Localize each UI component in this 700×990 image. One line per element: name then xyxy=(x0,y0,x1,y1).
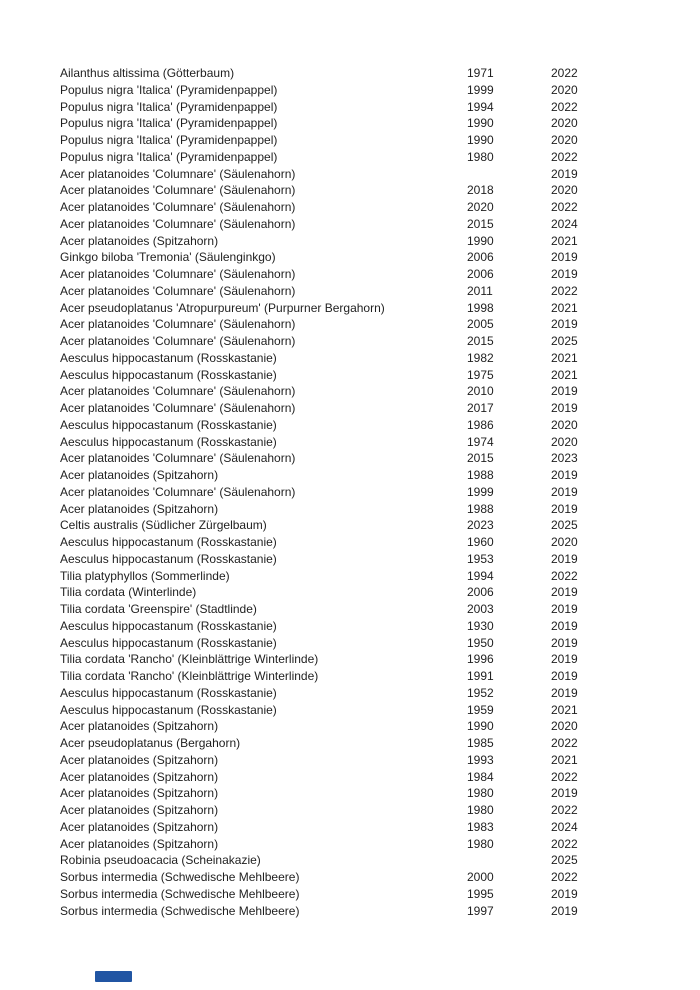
table-row xyxy=(60,618,640,635)
table-row xyxy=(60,635,640,652)
tree-name-cell: Sorbus intermedia (Schwedische Mehlbeere) xyxy=(60,903,300,918)
tree-name-cell: Acer platanoides (Spitzahorn) xyxy=(60,501,219,516)
tree-name-cell: Acer platanoides 'Columnare' (Säulenahorn) xyxy=(60,451,296,466)
year-planted-cell: 1993 xyxy=(467,752,494,767)
year-planted-cell: 1990 xyxy=(467,233,494,248)
year-planted-cell: 1998 xyxy=(467,300,494,315)
table-row xyxy=(60,149,640,166)
tree-name-cell: Acer platanoides 'Columnare' (Säulenahorn) xyxy=(60,166,296,181)
year-planted-cell: 1960 xyxy=(467,535,494,549)
table-row xyxy=(60,383,640,400)
year-checked-cell: 2020 xyxy=(551,183,578,198)
table-row xyxy=(60,182,640,199)
tree-name-cell: Tilia cordata 'Rancho' (Kleinblättrige Winterlinde) xyxy=(60,652,319,667)
year-planted-cell: 1986 xyxy=(467,417,494,432)
tree-name-cell: Acer platanoides (Spitzahorn) xyxy=(60,769,219,784)
tree-name-cell: Aesculus hippocastanum (Rosskastanie) xyxy=(60,635,277,650)
year-planted-cell: 1953 xyxy=(467,551,494,566)
table-row xyxy=(60,601,640,618)
table-row xyxy=(60,903,640,920)
year-checked-cell: 2020 xyxy=(551,417,578,432)
tree-name-cell: Aesculus hippocastanum (Rosskastanie) xyxy=(60,367,277,382)
year-planted-cell: 1952 xyxy=(467,685,494,700)
year-checked-cell: 2024 xyxy=(551,819,578,834)
table-row xyxy=(60,166,640,183)
year-checked-cell: 2019 xyxy=(551,267,578,281)
year-checked-cell: 2022 xyxy=(551,803,578,817)
tree-name-cell: Aesculus hippocastanum (Rosskastanie) xyxy=(60,618,277,633)
tree-name-cell: Acer platanoides (Spitzahorn) xyxy=(60,819,219,834)
year-checked-cell: 2024 xyxy=(551,216,578,231)
year-checked-cell: 2019 xyxy=(551,585,578,600)
tree-name-cell: Acer platanoides 'Columnare' (Säulenahorn) xyxy=(60,334,296,348)
year-planted-cell: 2023 xyxy=(467,518,494,533)
table-row xyxy=(60,685,640,702)
year-planted-cell: 2020 xyxy=(467,200,494,214)
tree-name-cell: Tilia cordata 'Rancho' (Kleinblättrige Winterlinde) xyxy=(60,669,319,683)
year-checked-cell: 2019 xyxy=(551,166,578,181)
tree-name-cell: Acer platanoides (Spitzahorn) xyxy=(60,836,219,851)
year-checked-cell: 2022 xyxy=(551,769,578,784)
year-planted-cell: 2010 xyxy=(467,384,494,399)
table-row xyxy=(60,802,640,819)
year-planted-cell: 1982 xyxy=(467,350,494,365)
tree-name-cell: Aesculus hippocastanum (Rosskastanie) xyxy=(60,702,277,717)
year-planted-cell: 1997 xyxy=(467,903,494,918)
table-row xyxy=(60,82,640,99)
tree-name-cell: Sorbus intermedia (Schwedische Mehlbeere) xyxy=(60,886,300,901)
year-checked-cell: 2019 xyxy=(551,685,578,700)
table-row xyxy=(60,702,640,719)
tree-name-cell: Populus nigra 'Italica' (Pyramidenpappel) xyxy=(60,82,278,97)
tree-name-cell: Aesculus hippocastanum (Rosskastanie) xyxy=(60,417,277,432)
tree-name-cell: Celtis australis (Südlicher Zürgelbaum) xyxy=(60,518,267,533)
table-row xyxy=(60,65,640,82)
table-row xyxy=(60,367,640,384)
year-checked-cell: 2019 xyxy=(551,250,578,265)
table-row xyxy=(60,316,640,333)
tree-name-cell: Aesculus hippocastanum (Rosskastanie) xyxy=(60,434,277,449)
year-checked-cell: 2019 xyxy=(551,551,578,566)
table-row xyxy=(60,350,640,367)
tree-name-cell: Acer platanoides 'Columnare' (Säulenahorn) xyxy=(60,401,296,415)
tree-name-cell: Populus nigra 'Italica' (Pyramidenpappel) xyxy=(60,149,278,164)
tree-name-cell: Acer platanoides (Spitzahorn) xyxy=(60,468,219,482)
year-checked-cell: 2020 xyxy=(551,535,578,549)
year-checked-cell: 2022 xyxy=(551,66,578,80)
year-checked-cell: 2022 xyxy=(551,836,578,851)
tree-name-cell: Acer platanoides 'Columnare' (Säulenahorn) xyxy=(60,283,296,298)
year-planted-cell: 1959 xyxy=(467,702,494,717)
year-checked-cell: 2021 xyxy=(551,300,578,315)
tree-name-cell: Sorbus intermedia (Schwedische Mehlbeere) xyxy=(60,870,300,884)
year-planted-cell: 1990 xyxy=(467,719,494,734)
year-checked-cell: 2019 xyxy=(551,669,578,683)
year-planted-cell: 1985 xyxy=(467,736,494,750)
table-row xyxy=(60,400,640,417)
year-planted-cell: 1950 xyxy=(467,635,494,650)
table-row xyxy=(60,434,640,451)
year-planted-cell: 2006 xyxy=(467,250,494,265)
tree-name-cell: Populus nigra 'Italica' (Pyramidenpappel) xyxy=(60,99,278,114)
year-checked-cell: 2019 xyxy=(551,886,578,901)
year-planted-cell: 2015 xyxy=(467,216,494,231)
year-checked-cell: 2019 xyxy=(551,786,578,801)
table-row xyxy=(60,769,640,786)
table-row xyxy=(60,886,640,903)
tree-name-cell: Acer platanoides 'Columnare' (Säulenahorn) xyxy=(60,216,296,231)
tree-name-cell: Aesculus hippocastanum (Rosskastanie) xyxy=(60,350,277,365)
table-row xyxy=(60,99,640,116)
tree-name-cell: Ailanthus altissima (Götterbaum) xyxy=(60,66,235,80)
year-checked-cell: 2020 xyxy=(551,719,578,734)
year-checked-cell: 2020 xyxy=(551,434,578,449)
tree-name-cell: Populus nigra 'Italica' (Pyramidenpappel) xyxy=(60,133,278,147)
table-row xyxy=(60,417,640,434)
year-planted-cell: 1984 xyxy=(467,769,494,784)
table-row xyxy=(60,249,640,266)
year-checked-cell: 2019 xyxy=(551,501,578,516)
table-row xyxy=(60,651,640,668)
tree-name-cell: Acer platanoides (Spitzahorn) xyxy=(60,752,219,767)
year-checked-cell: 2020 xyxy=(551,116,578,131)
tree-name-cell: Acer platanoides 'Columnare' (Säulenahorn) xyxy=(60,183,296,198)
year-planted-cell: 2006 xyxy=(467,585,494,600)
year-checked-cell: 2022 xyxy=(551,99,578,114)
year-checked-cell: 2025 xyxy=(551,853,578,868)
tree-name-cell: Acer platanoides 'Columnare' (Säulenahorn) xyxy=(60,267,296,281)
year-planted-cell: 1995 xyxy=(467,886,494,901)
year-planted-cell: 1999 xyxy=(467,82,494,97)
year-checked-cell: 2020 xyxy=(551,82,578,97)
year-planted-cell: 1980 xyxy=(467,149,494,164)
tree-name-cell: Populus nigra 'Italica' (Pyramidenpappel) xyxy=(60,116,278,131)
year-checked-cell: 2021 xyxy=(551,350,578,365)
year-planted-cell: 1974 xyxy=(467,434,494,449)
year-checked-cell: 2022 xyxy=(551,283,578,298)
table-row xyxy=(60,584,640,601)
table-row xyxy=(60,836,640,853)
tree-name-cell: Acer platanoides 'Columnare' (Säulenahorn) xyxy=(60,200,296,214)
table-row xyxy=(60,484,640,501)
year-planted-cell: 1990 xyxy=(467,133,494,147)
tree-name-cell: Acer platanoides 'Columnare' (Säulenahorn) xyxy=(60,317,296,332)
table-row xyxy=(60,869,640,886)
year-checked-cell: 2021 xyxy=(551,233,578,248)
year-checked-cell: 2020 xyxy=(551,133,578,147)
year-planted-cell: 1930 xyxy=(467,618,494,633)
tree-name-cell: Acer platanoides 'Columnare' (Säulenahorn) xyxy=(60,384,296,399)
year-checked-cell: 2025 xyxy=(551,334,578,348)
year-planted-cell: 1994 xyxy=(467,99,494,114)
year-planted-cell: 1988 xyxy=(467,468,494,482)
table-row xyxy=(60,785,640,802)
table-row xyxy=(60,819,640,836)
year-checked-cell: 2022 xyxy=(551,149,578,164)
table-row xyxy=(60,216,640,233)
year-planted-cell: 1980 xyxy=(467,786,494,801)
table-row xyxy=(60,467,640,484)
year-checked-cell: 2019 xyxy=(551,903,578,918)
tree-name-cell: Aesculus hippocastanum (Rosskastanie) xyxy=(60,685,277,700)
tree-name-cell: Robinia pseudoacacia (Scheinakazie) xyxy=(60,853,261,868)
year-checked-cell: 2019 xyxy=(551,468,578,482)
table-row xyxy=(60,199,640,216)
table-row xyxy=(60,300,640,317)
year-planted-cell: 1971 xyxy=(467,66,494,80)
tree-name-cell: Acer platanoides (Spitzahorn) xyxy=(60,233,219,248)
tree-name-cell: Tilia platyphyllos (Sommerlinde) xyxy=(60,568,230,583)
tree-name-cell: Ginkgo biloba 'Tremonia' (Säulenginkgo) xyxy=(60,250,276,265)
table-row xyxy=(60,283,640,300)
year-checked-cell: 2021 xyxy=(551,367,578,382)
year-checked-cell: 2019 xyxy=(551,635,578,650)
year-checked-cell: 2021 xyxy=(551,752,578,767)
table-row xyxy=(60,551,640,568)
year-planted-cell: 1988 xyxy=(467,501,494,516)
year-checked-cell: 2023 xyxy=(551,451,578,466)
year-planted-cell: 1999 xyxy=(467,484,494,499)
year-checked-cell: 2019 xyxy=(551,401,578,415)
clipped-blue-element[interactable] xyxy=(95,971,132,982)
year-planted-cell: 1975 xyxy=(467,367,494,382)
table-row xyxy=(60,718,640,735)
year-checked-cell: 2021 xyxy=(551,702,578,717)
year-checked-cell: 2019 xyxy=(551,602,578,616)
tree-name-cell: Aesculus hippocastanum (Rosskastanie) xyxy=(60,535,277,549)
year-checked-cell: 2022 xyxy=(551,736,578,750)
year-checked-cell: 2019 xyxy=(551,317,578,332)
tree-name-cell: Acer platanoides (Spitzahorn) xyxy=(60,786,219,801)
table-row xyxy=(60,501,640,518)
year-checked-cell: 2022 xyxy=(551,200,578,214)
year-planted-cell: 2018 xyxy=(467,183,494,198)
tree-name-cell: Acer platanoides (Spitzahorn) xyxy=(60,719,219,734)
table-row xyxy=(60,517,640,534)
year-planted-cell: 1996 xyxy=(467,652,494,667)
year-planted-cell: 2011 xyxy=(467,283,493,298)
table-row xyxy=(60,132,640,149)
year-planted-cell: 1994 xyxy=(467,568,494,583)
tree-table-body xyxy=(60,65,640,919)
table-row xyxy=(60,568,640,585)
table-row xyxy=(60,668,640,685)
year-checked-cell: 2022 xyxy=(551,568,578,583)
year-planted-cell: 2017 xyxy=(467,401,494,415)
year-checked-cell: 2019 xyxy=(551,484,578,499)
table-row xyxy=(60,266,640,283)
year-planted-cell: 2006 xyxy=(467,267,494,281)
year-planted-cell: 1991 xyxy=(467,669,494,683)
tree-name-cell: Acer platanoides 'Columnare' (Säulenahorn) xyxy=(60,484,296,499)
table-row xyxy=(60,852,640,869)
tree-name-cell: Tilia cordata 'Greenspire' (Stadtlinde) xyxy=(60,602,257,616)
tree-name-cell: Acer pseudoplatanus 'Atropurpureum' (Purpurner Bergahorn) xyxy=(60,300,385,315)
year-checked-cell: 2022 xyxy=(551,870,578,884)
table-row xyxy=(60,752,640,769)
tree-name-cell: Acer pseudoplatanus (Bergahorn) xyxy=(60,736,241,750)
table-row xyxy=(60,333,640,350)
year-checked-cell: 2019 xyxy=(551,384,578,399)
year-checked-cell: 2019 xyxy=(551,618,578,633)
year-planted-cell: 2005 xyxy=(467,317,494,332)
table-row xyxy=(60,450,640,467)
table-row xyxy=(60,115,640,132)
year-planted-cell: 1990 xyxy=(467,116,494,131)
table-row xyxy=(60,735,640,752)
year-checked-cell: 2025 xyxy=(551,518,578,533)
year-planted-cell: 2000 xyxy=(467,870,494,884)
year-planted-cell: 2003 xyxy=(467,602,494,616)
year-planted-cell: 1983 xyxy=(467,819,494,834)
year-planted-cell: 1980 xyxy=(467,836,494,851)
year-planted-cell: 1980 xyxy=(467,803,494,817)
table-row xyxy=(60,233,640,250)
year-checked-cell: 2019 xyxy=(551,652,578,667)
tree-name-cell: Aesculus hippocastanum (Rosskastanie) xyxy=(60,551,277,566)
tree-name-cell: Tilia cordata (Winterlinde) xyxy=(60,585,197,600)
tree-name-cell: Acer platanoides (Spitzahorn) xyxy=(60,803,219,817)
table-row xyxy=(60,534,640,551)
year-planted-cell: 2015 xyxy=(467,334,494,348)
year-planted-cell: 2015 xyxy=(467,451,494,466)
